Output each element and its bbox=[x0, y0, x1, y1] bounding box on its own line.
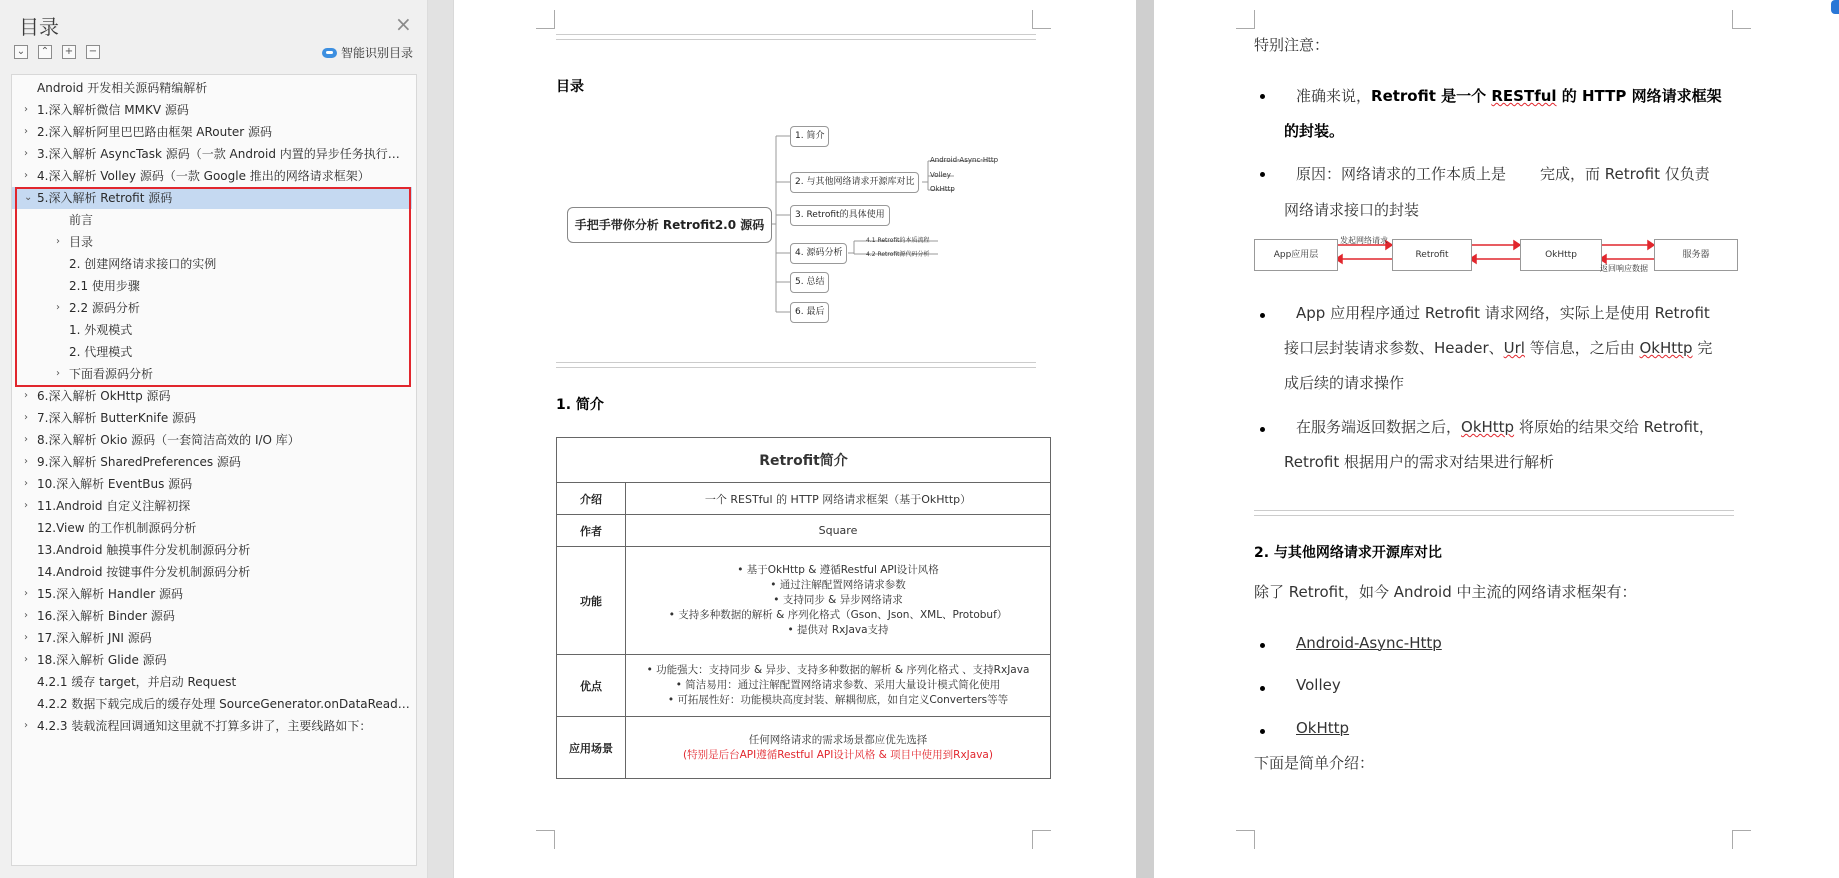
bullet-text: Retrofit 根据用户的需求对结果进行解析 bbox=[1284, 453, 1554, 471]
toc-item[interactable] bbox=[12, 297, 412, 319]
table-cell: Square bbox=[626, 515, 1051, 547]
toc-item[interactable] bbox=[12, 715, 412, 737]
toc-item-label: 6.深入解析 OkHttp 源码 bbox=[37, 389, 171, 403]
section-heading: 2. 与其他网络请求开源库对比 bbox=[1254, 545, 1442, 561]
outro-text: 下面是简单介绍： bbox=[1254, 754, 1375, 772]
table-row-head: 功能 bbox=[557, 547, 626, 655]
toc-item[interactable] bbox=[12, 693, 412, 715]
toc-item[interactable] bbox=[12, 187, 412, 209]
toc-item[interactable] bbox=[12, 121, 412, 143]
toc-item[interactable] bbox=[12, 363, 412, 385]
note-label: 特别注意： bbox=[1254, 36, 1330, 54]
table-cell-line: • 可拓展性好：功能模块高度封装、解耦彻底，如自定义Converters等等 bbox=[667, 694, 1009, 706]
bullet-text: 的封装。 bbox=[1284, 122, 1345, 140]
toc-item-label: 下面看源码分析 bbox=[69, 367, 154, 381]
table-cell-line: • 通过注解配置网络请求参数 bbox=[770, 579, 906, 591]
toc-item[interactable] bbox=[12, 473, 412, 495]
section-rule bbox=[556, 362, 1036, 368]
smart-toc-icon bbox=[322, 48, 337, 58]
toc-item-label: 7.深入解析 ButterKnife 源码 bbox=[37, 411, 197, 425]
toc-item[interactable] bbox=[12, 143, 412, 165]
toc-item-label: 2.1 使用步骤 bbox=[69, 279, 140, 293]
bullet-text: 原因：网络请求的工作本质上是 完成，而 Retrofit 仅负责 bbox=[1296, 165, 1710, 183]
toc-item[interactable] bbox=[12, 605, 412, 627]
toc-item[interactable] bbox=[12, 99, 412, 121]
chevron-right-icon[interactable]: › bbox=[24, 610, 28, 621]
flow-box: OkHttp bbox=[1520, 239, 1602, 271]
section-rule bbox=[1254, 510, 1734, 516]
section-heading: 1. 简介 bbox=[556, 397, 604, 413]
bullet-dot bbox=[1260, 643, 1265, 648]
table-row-head: 优点 bbox=[557, 655, 626, 717]
chevron-right-icon[interactable]: › bbox=[24, 478, 28, 489]
chevron-right-icon[interactable]: › bbox=[24, 456, 28, 467]
toc-item-label: 1. 外观模式 bbox=[69, 323, 133, 337]
table-row-head: 介绍 bbox=[557, 483, 626, 515]
toc-item[interactable] bbox=[12, 583, 412, 605]
toc-item-label: Android 开发相关源码精编解析 bbox=[37, 81, 208, 95]
toc-item[interactable] bbox=[12, 407, 412, 429]
bullet-text: 在服务端返回数据之后，OkHttp 将原始的结果交给 Retrofit， bbox=[1296, 418, 1714, 436]
table-cell-line: 任何网络请求的需求场景都应优先选择 bbox=[748, 733, 928, 746]
toc-item[interactable] bbox=[12, 429, 412, 451]
toc-toolbar bbox=[14, 45, 100, 59]
toc-item-label: 4.2.3 装载流程回调通知这里就不打算多讲了，主要线路如下： bbox=[37, 719, 372, 733]
document-page-left bbox=[454, 0, 1136, 878]
chevron-right-icon[interactable]: › bbox=[24, 632, 28, 643]
crop-mark bbox=[1732, 830, 1751, 849]
table-cell-line: • 功能强大：支持同步 & 异步、支持多种数据的解析 & 序列化格式 、支持RxJava bbox=[646, 664, 1030, 676]
flow-label: 返回响应数据 bbox=[1600, 264, 1648, 273]
table-cell: 一个 RESTful 的 HTTP 网络请求框架（基于OkHttp） bbox=[626, 483, 1051, 515]
toc-item-label: 8.深入解析 Okio 源码（一套简洁高效的 I/O 库） bbox=[37, 433, 300, 447]
flow-box: App应用层 bbox=[1254, 239, 1338, 271]
mindmap-node: 3. Retrofit的具体使用 bbox=[790, 205, 890, 226]
intro-text: 除了 Retrofit，如今 Android 中主流的网络请求框架有： bbox=[1254, 583, 1637, 601]
lib-text: Volley bbox=[1296, 676, 1341, 694]
crop-mark bbox=[1032, 830, 1051, 849]
toc-item-label: 18.深入解析 Glide 源码 bbox=[37, 653, 167, 667]
mindmap-leaf: Volley bbox=[930, 171, 951, 179]
bullet-text: 成后续的请求操作 bbox=[1284, 374, 1405, 392]
bullet-text: 准确来说，Retrofit 是一个 RESTful 的 HTTP 网络请求框架 bbox=[1296, 87, 1722, 105]
toc-item-label: 1.深入解析微信 MMKV 源码 bbox=[37, 103, 189, 117]
chevron-right-icon[interactable]: › bbox=[24, 654, 28, 665]
mindmap-node: 6. 最后 bbox=[790, 302, 829, 323]
close-icon[interactable]: × bbox=[395, 12, 412, 36]
flow-box: 服务器 bbox=[1654, 239, 1738, 271]
toc-item[interactable] bbox=[12, 649, 412, 671]
expand-all-icon[interactable]: ⌃ bbox=[38, 45, 52, 59]
table-cell bbox=[626, 655, 1051, 717]
chevron-right-icon[interactable]: › bbox=[24, 434, 28, 445]
crop-mark bbox=[536, 830, 555, 849]
table-title: Retrofit简介 bbox=[557, 438, 1051, 483]
mindmap-leaf: 4.1 Retrofit的本质流程 bbox=[866, 237, 930, 244]
lib-link[interactable]: Android-Async-Http bbox=[1296, 634, 1442, 652]
toc-item-label: 10.深入解析 EventBus 源码 bbox=[37, 477, 193, 491]
chevron-right-icon[interactable]: › bbox=[24, 126, 28, 137]
toc-item-label: 4.2.1 缓存 target，并启动 Request bbox=[37, 675, 237, 689]
toc-item-label: 4.2.2 数据下载完成后的缓存处理 SourceGenerator.onDataRead… bbox=[37, 697, 410, 711]
chevron-right-icon[interactable]: › bbox=[24, 104, 28, 115]
toc-item-label: 5.深入解析 Retrofit 源码 bbox=[37, 191, 173, 205]
chevron-right-icon[interactable]: › bbox=[56, 368, 60, 379]
toc-item-label: 14.Android 按键事件分发机制源码分析 bbox=[37, 565, 251, 579]
toc-item[interactable] bbox=[12, 319, 412, 341]
document-page-right bbox=[1154, 0, 1839, 878]
toc-item[interactable] bbox=[12, 253, 412, 275]
toc-item[interactable] bbox=[12, 209, 412, 231]
toc-item[interactable] bbox=[12, 165, 412, 187]
mindmap-node: 1. 简介 bbox=[790, 126, 829, 147]
chevron-down-icon[interactable]: ⌄ bbox=[24, 192, 33, 203]
toc-item-label: 13.Android 触摸事件分发机制源码分析 bbox=[37, 543, 251, 557]
table-cell-line: • 基于OkHttp & 遵循Restful API设计风格 bbox=[737, 564, 939, 576]
table-cell-line: • 支持同步 & 异步网络请求 bbox=[773, 594, 903, 606]
toc-item[interactable] bbox=[12, 451, 412, 473]
table-cell-line: • 支持多种数据的解析 & 序列化格式（Gson、Json、XML、Protobuf） bbox=[668, 609, 1008, 621]
chevron-right-icon[interactable]: › bbox=[56, 236, 60, 247]
flow-label: 发起网络请求 bbox=[1340, 236, 1388, 245]
bullet-dot bbox=[1260, 427, 1265, 432]
chevron-right-icon[interactable]: › bbox=[24, 148, 28, 159]
toc-item[interactable] bbox=[12, 671, 412, 693]
bullet-dot bbox=[1260, 313, 1265, 318]
table-cell-line-red: (特别是后台API遵循Restful API设计风格 & 项目中使用到RxJava) bbox=[683, 748, 993, 761]
toc-title: 目录 bbox=[19, 15, 59, 39]
table-cell-line: • 简洁易用：通过注解配置网络请求参数、采用大量设计模式简化使用 bbox=[675, 679, 1001, 691]
mindmap-root: 手把手带你分析 Retrofit2.0 源码 bbox=[567, 207, 772, 243]
toc-item-label: 2. 创建网络请求接口的实例 bbox=[69, 257, 217, 271]
toc-item[interactable] bbox=[12, 517, 412, 539]
toc-item-label: 目录 bbox=[69, 235, 94, 249]
toc-heading: 目录 bbox=[556, 79, 584, 95]
toc-item[interactable] bbox=[12, 495, 412, 517]
chevron-right-icon[interactable]: › bbox=[24, 720, 28, 731]
add-entry-icon[interactable]: + bbox=[62, 45, 76, 59]
toc-panel bbox=[0, 0, 428, 878]
mindmap-leaf: Android-Async-Http bbox=[930, 156, 999, 164]
smart-toc-label: 智能识别目录 bbox=[341, 46, 414, 60]
table-cell-line: • 提供对 RxJava支持 bbox=[787, 624, 889, 636]
crop-mark bbox=[1236, 830, 1255, 849]
toc-item-label: 16.深入解析 Binder 源码 bbox=[37, 609, 175, 623]
chevron-right-icon[interactable]: › bbox=[24, 390, 28, 401]
bullet-dot bbox=[1260, 729, 1265, 734]
collapse-all-icon[interactable]: ⌄ bbox=[14, 45, 28, 59]
table-cell bbox=[626, 547, 1051, 655]
toc-item-label: 12.View 的工作机制源码分析 bbox=[37, 521, 197, 535]
toc-item[interactable] bbox=[12, 385, 412, 407]
toc-item-label: 2.2 源码分析 bbox=[69, 301, 140, 315]
chevron-right-icon[interactable]: › bbox=[24, 412, 28, 423]
toc-item-label: 前言 bbox=[69, 213, 94, 227]
mindmap-leaf: OkHttp bbox=[930, 185, 955, 193]
table-row-head: 作者 bbox=[557, 515, 626, 547]
toc-item[interactable] bbox=[12, 275, 412, 297]
toc-item-label: 17.深入解析 JNI 源码 bbox=[37, 631, 152, 645]
toc-item[interactable] bbox=[12, 539, 412, 561]
toc-item-label: 15.深入解析 Handler 源码 bbox=[37, 587, 183, 601]
toc-list[interactable] bbox=[11, 74, 417, 866]
chevron-right-icon[interactable]: › bbox=[24, 170, 28, 181]
chevron-right-icon[interactable]: › bbox=[56, 302, 60, 313]
toc-item-label: 2.深入解析阿里巴巴路由框架 ARouter 源码 bbox=[37, 125, 273, 139]
mindmap-leaf: 4.2 Retrofit源代码分析 bbox=[866, 251, 930, 258]
toc-item[interactable] bbox=[12, 231, 412, 253]
page-gutter bbox=[1136, 0, 1154, 878]
smart-toc-button[interactable] bbox=[322, 44, 413, 61]
bullet-text: 网络请求接口的封装 bbox=[1284, 201, 1420, 219]
chevron-right-icon[interactable]: › bbox=[24, 588, 28, 599]
toc-item-label: 2. 代理模式 bbox=[69, 345, 133, 359]
bullet-text: 接口层封装请求参数、Header、Url 等信息，之后由 OkHttp 完 bbox=[1284, 339, 1713, 357]
mindmap-node: 4. 源码分析 bbox=[790, 243, 847, 264]
toc-item-label: 4.深入解析 Volley 源码（一款 Google 推出的网络请求框架） bbox=[37, 169, 370, 183]
toc-item[interactable] bbox=[12, 341, 412, 363]
flow-box: Retrofit bbox=[1392, 239, 1472, 271]
mindmap-node: 5. 总结 bbox=[790, 272, 829, 293]
toc-item-label: 9.深入解析 SharedPreferences 源码 bbox=[37, 455, 241, 469]
remove-entry-icon[interactable]: − bbox=[86, 45, 100, 59]
bullet-text: App 应用程序通过 Retrofit 请求网络，实际上是使用 Retrofit bbox=[1296, 304, 1710, 322]
chevron-right-icon[interactable]: › bbox=[24, 500, 28, 511]
lib-link[interactable]: OkHttp bbox=[1296, 719, 1350, 737]
toc-item-label: 3.深入解析 AsyncTask 源码（一款 Android 内置的异步任务执行… bbox=[37, 147, 400, 161]
toc-item[interactable] bbox=[12, 627, 412, 649]
toc-item[interactable] bbox=[12, 77, 412, 99]
table-cell bbox=[626, 717, 1051, 779]
toc-item[interactable] bbox=[12, 561, 412, 583]
retrofit-intro-table bbox=[556, 437, 1051, 779]
table-row-head: 应用场景 bbox=[557, 717, 626, 779]
toc-item-label: 11.Android 自定义注解初探 bbox=[37, 499, 191, 513]
mindmap-node: 2. 与其他网络请求开源库对比 bbox=[790, 172, 919, 193]
toc-scroll-area bbox=[428, 0, 453, 878]
bullet-dot bbox=[1260, 686, 1265, 691]
